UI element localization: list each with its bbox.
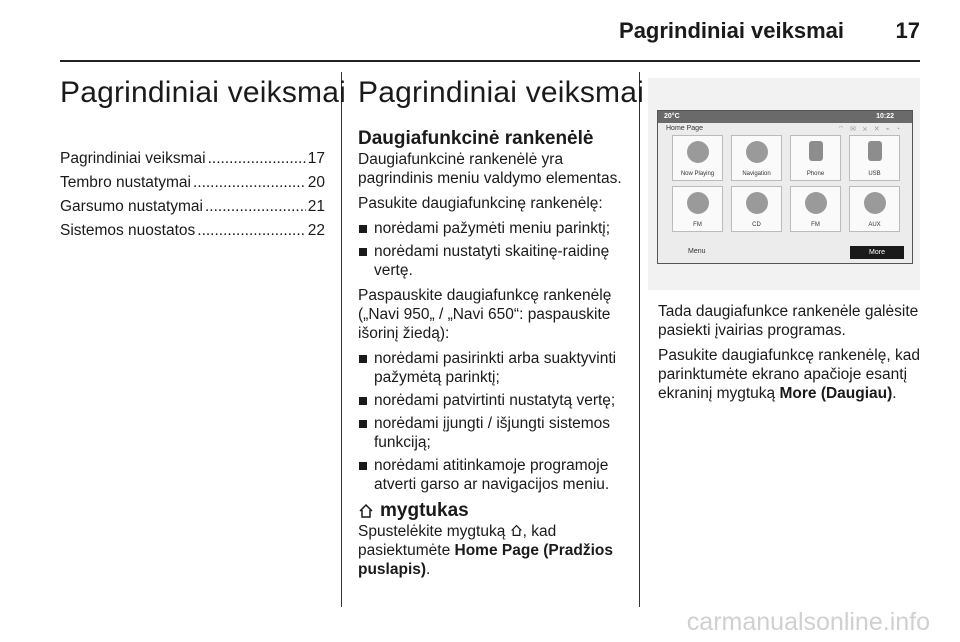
screen-more-button: More	[850, 246, 904, 259]
turn-intro: Pasukite daugiafunkcinę rankenėlę:	[358, 195, 603, 212]
table-of-contents	[60, 150, 325, 246]
toc-leader-dots	[193, 174, 306, 192]
screen-tile-label: Now Playing	[680, 171, 715, 177]
turn-bullets	[358, 219, 628, 280]
column-divider-right	[639, 72, 640, 607]
toc-entry-label: Tembro nustatymai	[60, 174, 191, 191]
knob-heading: Daugiafunkcinė rankenėlė	[358, 128, 594, 149]
press-intro: Paspauskite daugiafunkcę rankenėlę („Navi 950„ / „Navi 650“: paspauskite išorinį žiedą):	[358, 287, 612, 342]
more-paragraph-end: .	[892, 385, 897, 402]
home-page-screen-illustration	[648, 78, 920, 290]
header-rule	[60, 60, 920, 62]
list-item: norėdami įjungti / išjungti sistemos funkciją;	[358, 414, 628, 452]
toc-entry-page: 22	[307, 222, 325, 239]
column-divider-left	[341, 72, 342, 607]
aux-icon	[864, 192, 886, 214]
toc-leader-dots	[208, 150, 306, 168]
toc-row[interactable]	[60, 174, 325, 198]
toc-entry-page: 21	[307, 198, 325, 215]
screen-status-icons: ⌔ ✉ ⨯ ✕ ⌁ ◔	[837, 126, 902, 133]
screen-status-bar	[658, 111, 912, 123]
screen-tile-label: Phone	[806, 171, 825, 177]
home-text-part-1: Spustelėkite mygtuką	[358, 523, 506, 540]
running-header-title: Pagrindiniai veiksmai	[619, 18, 844, 43]
home-icon	[510, 524, 523, 537]
knob-intro: Daugiafunkcinė rankenėlė yra pagrindinis meniu valdymo elementas.	[358, 151, 622, 187]
toc-entry-page: 17	[307, 150, 325, 167]
screen-menu-button: Menu	[688, 248, 706, 255]
infotainment-screen	[657, 110, 913, 264]
apps-paragraph: Tada daugiafunkce rankenėle galėsite pasiekti įvairias programas.	[658, 303, 919, 339]
toc-entry-page: 20	[307, 174, 325, 191]
toc-row[interactable]	[60, 198, 325, 222]
screen-tile-label: AUX	[868, 222, 881, 228]
chapter-title: Pagrindiniai veiksmai	[60, 76, 346, 109]
screen-tile	[849, 135, 900, 181]
toc-entry-label: Pagrindiniai veiksmai	[60, 150, 206, 167]
list-item: norėdami patvirtinti nustatytą vertę;	[358, 391, 628, 410]
more-paragraph-text: Pasukite daugiafunkcę rankenėlę, kad parinktumėte ekrano apačioje esantį ekraninį mygtuką	[658, 347, 920, 402]
right-text-column	[658, 302, 923, 409]
main-text-column	[358, 128, 628, 585]
home-page-term: Home Page (Pradžios puslapis)	[358, 542, 614, 578]
screen-tile-label: USB	[868, 171, 881, 177]
list-item: norėdami pasirinkti arba suaktyvinti pažymėtą parinktį;	[358, 349, 628, 387]
screen-tile-label: FM	[693, 222, 702, 228]
watermark: carmanualsonline.info	[686, 608, 930, 636]
screen-tile	[672, 135, 723, 181]
more-term: More (Daugiau)	[779, 385, 893, 402]
screen-tile	[731, 135, 782, 181]
usb-icon	[868, 141, 882, 161]
list-item: norėdami nustatyti skaitinę-raidinę vertę.	[358, 242, 628, 280]
screen-tile-label: FM	[811, 222, 820, 228]
toc-leader-dots	[197, 222, 305, 240]
screen-tile	[790, 135, 841, 181]
fm-icon	[687, 192, 709, 214]
toc-row[interactable]	[60, 150, 325, 174]
home-text-end: .	[426, 561, 431, 578]
cd-icon	[746, 192, 768, 214]
home-text-part-2: , kad pasiektumėte	[358, 523, 557, 559]
screen-clock: 10:22	[876, 113, 894, 120]
music-icon	[687, 141, 709, 163]
page-number: 17	[895, 18, 920, 43]
screen-home-label: Home Page	[666, 125, 703, 132]
screen-tile	[731, 186, 782, 232]
list-item: norėdami pažymėti meniu parinktį;	[358, 219, 628, 238]
toc-entry-label: Garsumo nustatymai	[60, 198, 203, 215]
toc-leader-dots	[205, 198, 306, 216]
screen-app-grid	[672, 135, 908, 232]
screen-bottom-bar	[658, 246, 912, 260]
screen-tile-label: Navigation	[742, 171, 771, 177]
press-bullets	[358, 349, 628, 494]
section-title: Pagrindiniai veiksmai	[358, 76, 644, 109]
screen-tile	[849, 186, 900, 232]
home-text	[358, 522, 628, 579]
home-icon	[358, 503, 374, 519]
screen-tile	[790, 186, 841, 232]
list-item: norėdami atitinkamoje programoje atverti garso ar navigacijos meniu.	[358, 456, 628, 494]
screen-temperature: 20°C	[664, 113, 680, 120]
home-button-heading	[358, 500, 628, 522]
home-heading-label: mygtukas	[380, 500, 469, 521]
more-paragraph	[658, 346, 923, 403]
screen-tile-label: CD	[752, 222, 761, 228]
phone-icon	[809, 141, 823, 161]
screen-tile	[672, 186, 723, 232]
am-icon	[805, 192, 827, 214]
toc-row[interactable]	[60, 222, 325, 246]
toc-entry-label: Sistemos nuostatos	[60, 222, 196, 239]
navigation-icon	[746, 141, 768, 163]
